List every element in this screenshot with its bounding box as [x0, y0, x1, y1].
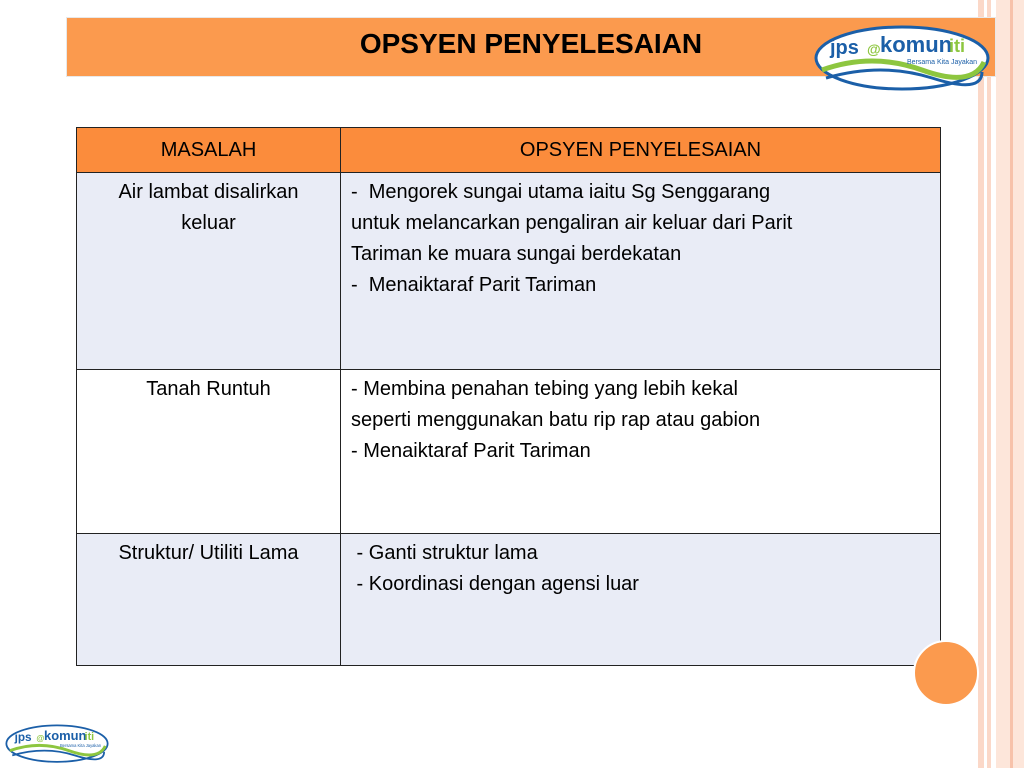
table-row: [77, 173, 941, 370]
jps-komuniti-logo-small: [4, 722, 110, 764]
solution-line: - Ganti struktur lama: [351, 542, 538, 564]
problem-cell: [77, 173, 341, 370]
problem-cell: [77, 370, 341, 534]
solution-line: seperti menggunakan batu rip rap atau gabion: [351, 409, 761, 431]
solution-line: - Koordinasi dengan agensi luar: [351, 573, 639, 595]
table-header-row: [77, 128, 941, 173]
table-row: [77, 534, 941, 666]
logo-text-jps: jps: [830, 37, 859, 59]
logo-text-at: @: [867, 41, 881, 57]
solution-cell: [341, 370, 941, 534]
problem-line: Tanah Runtuh: [146, 378, 271, 400]
logo-text-komun: komun: [44, 728, 87, 744]
slide-title: OPSYEN PENYELESAIAN: [359, 28, 703, 59]
solution-line: - Mengorek sungai utama iaitu Sg Senggarang: [351, 181, 771, 203]
logo-text-jps: jps: [14, 731, 32, 745]
logo-tagline: Bersama Kita Jayakan: [907, 59, 978, 66]
solution-table: [76, 127, 941, 666]
problem-line: Air lambat disalirkan: [118, 181, 299, 203]
logo-text-iti: iti: [84, 731, 95, 744]
logo-text-at: @: [36, 734, 45, 744]
decor-circle: [913, 640, 979, 706]
logo-text-komun: komun: [880, 32, 953, 57]
problem-line: keluar: [181, 212, 236, 234]
header-masalah: MASALAH: [77, 128, 341, 173]
table-row: [77, 370, 941, 534]
jps-komuniti-logo: [812, 22, 992, 92]
decor-stripe: [1010, 0, 1013, 768]
solution-cell: [341, 173, 941, 370]
solution-line: - Menaiktaraf Parit Tariman: [351, 274, 597, 296]
header-opsyen: OPSYEN PENYELESAIAN: [341, 128, 941, 173]
problem-line: Struktur/ Utiliti Lama: [118, 542, 299, 564]
logo-tagline: Bersama Kita Jayakan: [59, 743, 102, 749]
solution-line: Tariman ke muara sungai berdekatan: [351, 243, 682, 265]
problem-cell: [77, 534, 341, 666]
solution-line: untuk melancarkan pengaliran air keluar dari Parit: [351, 212, 793, 234]
decor-stripe: [978, 0, 984, 768]
logo-text-iti: iti: [949, 36, 965, 56]
decor-stripe: [987, 0, 991, 768]
solution-line: - Membina penahan tebing yang lebih kekal: [351, 378, 738, 400]
solution-line: - Menaiktaraf Parit Tariman: [351, 440, 591, 462]
solution-cell: [341, 534, 941, 666]
